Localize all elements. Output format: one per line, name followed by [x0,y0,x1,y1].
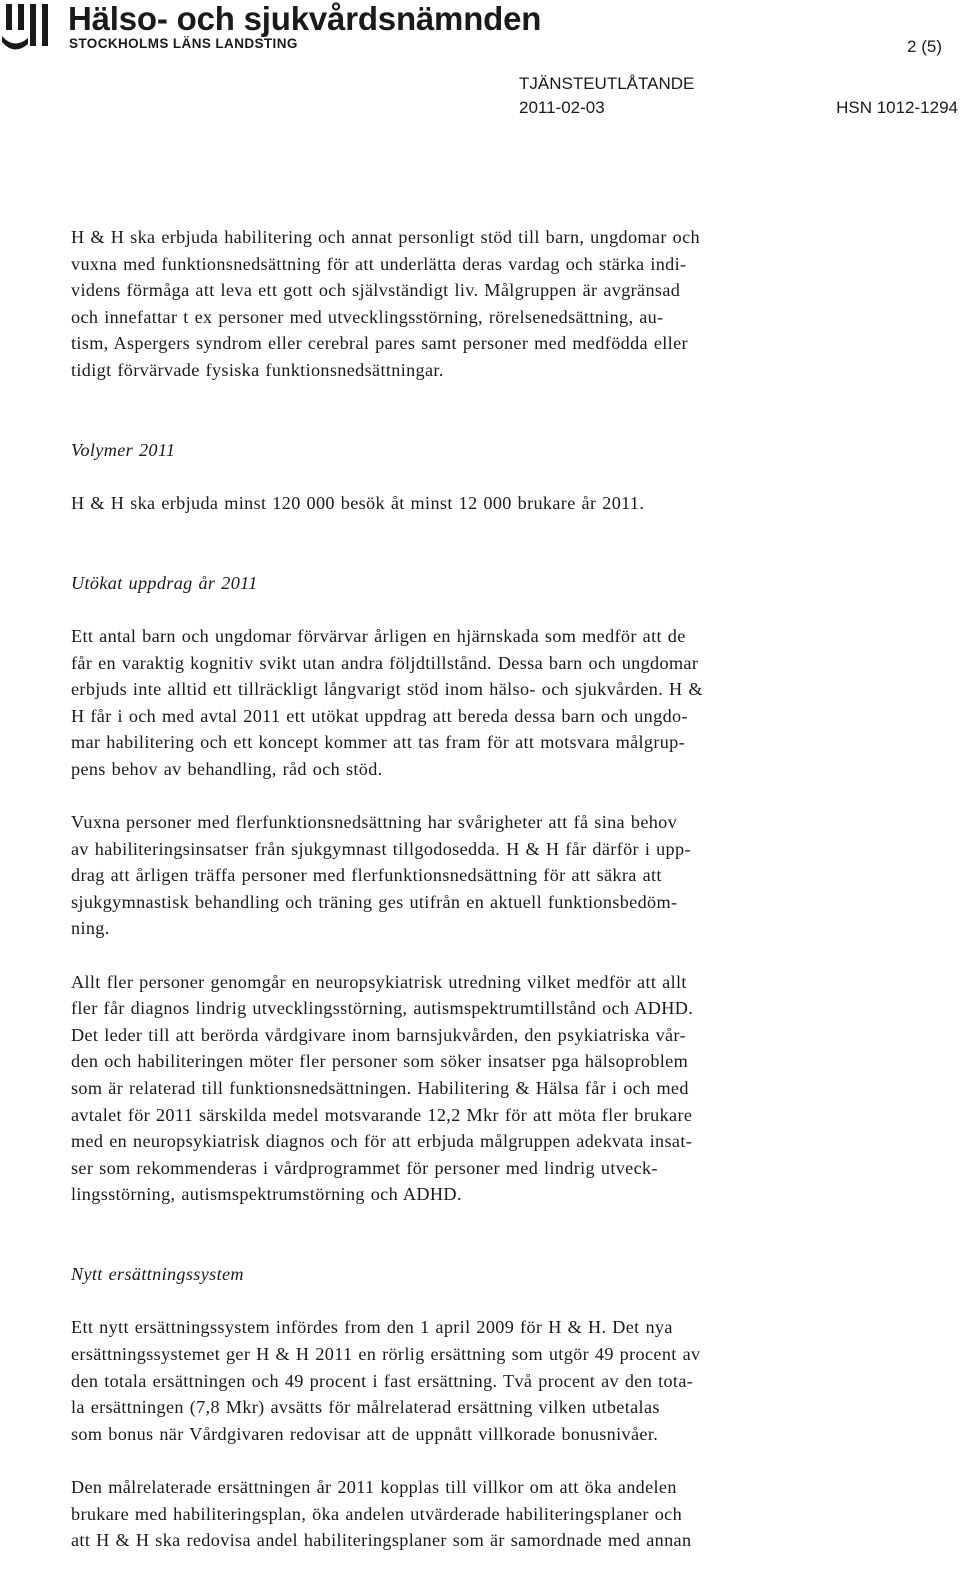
paragraph-nytt-ersattningssystem: Ett nytt ersättningssystem infördes from den 1 april 2009 för H & H. Det nya ersättningssystemet ger H & H 2011 en rörlig ersättning som utgör 49 procent av den totala ersättningen och 49 procent i fast ersättning. Två procent av den tota- la ersättningen (7,8 Mkr) avsätts för målrelaterad ersättning vilken utbetalas som bonus när Vårdgivaren redovisar att de uppnått villkorade bonusnivåer. [71,1317,701,1444]
page-indicator: 2 (5) [907,37,942,56]
paragraph-volymer: H & H ska erbjuda minst 120 000 besök åt minst 12 000 brukare år 2011. [71,492,645,513]
paragraph-malrelaterad: Den målrelaterade ersättningen år 2011 kopplas till villkor om att öka andelen brukare med habiliteringsplan, öka andelen utvärderade habiliteringsplaner och att H & H ska redovisa andel habiliteringsplaner som är samordnade med annan [71,1476,692,1551]
document-reference: HSN 1012-1294 [836,98,958,117]
paragraph-neuropsykiatrisk: Allt fler personer genomgår en neuropsykiatrisk utredning vilket medför att allt fler får diagnos lindrig utvecklingsstörning, autismspektrumtillstånd och ADHD. Det leder till att berörda vårdgivare inom barnsjukvården, den psykiatriska vår- den och habiliteringen möter fler personer som söker insatser pga hälsoproblem som är relaterad till funktionsnedsättningen. Habilitering & Hälsa får i och med avtalet för 2011 särskilda medel motsvarande 12,2 Mkr för att möta fler brukare med en neuropsykiatrisk diagnos och för att erbjuda målgruppen adekvata insat- ser som rekommenderas i vårdprogrammet för personer med lindrig utveck- lingsstörning, autismspektrumstörning och ADHD. [71,971,694,1205]
org-subtitle: STOCKHOLMS LÄNS LANDSTING [69,36,298,51]
heading-utokat-uppdrag: Utökat uppdrag år 2011 [71,572,258,593]
section-volymer [71,410,821,516]
section-nytt-ersattningssystem [71,1235,821,1448]
document-date: 2011-02-03 [519,98,605,117]
heading-volymer: Volymer 2011 [71,439,176,460]
document-body [71,224,821,1580]
paragraph-vuxna: Vuxna personer med flerfunktionsnedsättning har svårigheter att få sina behov av habiliteringsinsatser från sjukgymnast tillgodosedda. H & H får därför i upp- drag att årligen träffa personer med flerfunktionsnedsättning för att säkra att sjukgymnastisk behandling och träning ges utifrån en aktuell funktionsbedöm- ning. [71,812,691,939]
paragraph-intro: H & H ska erbjuda habilitering och annat personligt stöd till barn, ungdomar och vuxna med funktionsnedsättning för att underlätta deras vardag och stärka indi- videns förmåga att leva ett gott och självständigt liv. Målgruppen är avgränsad och innefattar t ex personer med utvecklingsstörning, rörelsenedsättning, au- tism, Aspergers syndrom eller cerebral pares samt personer med medfödda eller tidigt förvärvade fysiska funktionsnedsättningar. [71,227,700,380]
heading-nytt-ersattningssystem: Nytt ersättningssystem [71,1264,244,1285]
landsting-logo-icon [2,2,58,50]
section-utokat-uppdrag [71,543,821,782]
document-type: TJÄNSTEUTLÅTANDE [519,74,695,93]
org-name: Hälso- och sjukvårdsnämnden [68,0,542,37]
paragraph-utokat-uppdrag: Ett antal barn och ungdomar förvärvar årligen en hjärnskada som medför att de får en varaktig kognitiv svikt utan andra följdtillstånd. Dessa barn och ungdomar erbjuds inte alltid ett tillräckligt långvarigt stöd inom hälso- och sjukvården. H & H får i och med avtal 2011 ett utökat uppdrag att bereda dessa barn och ungdo- mar habilitering och ett koncept kommer att tas fram för att motsvara målgrup- pens behov av behandling, råd och stöd. [71,625,703,779]
